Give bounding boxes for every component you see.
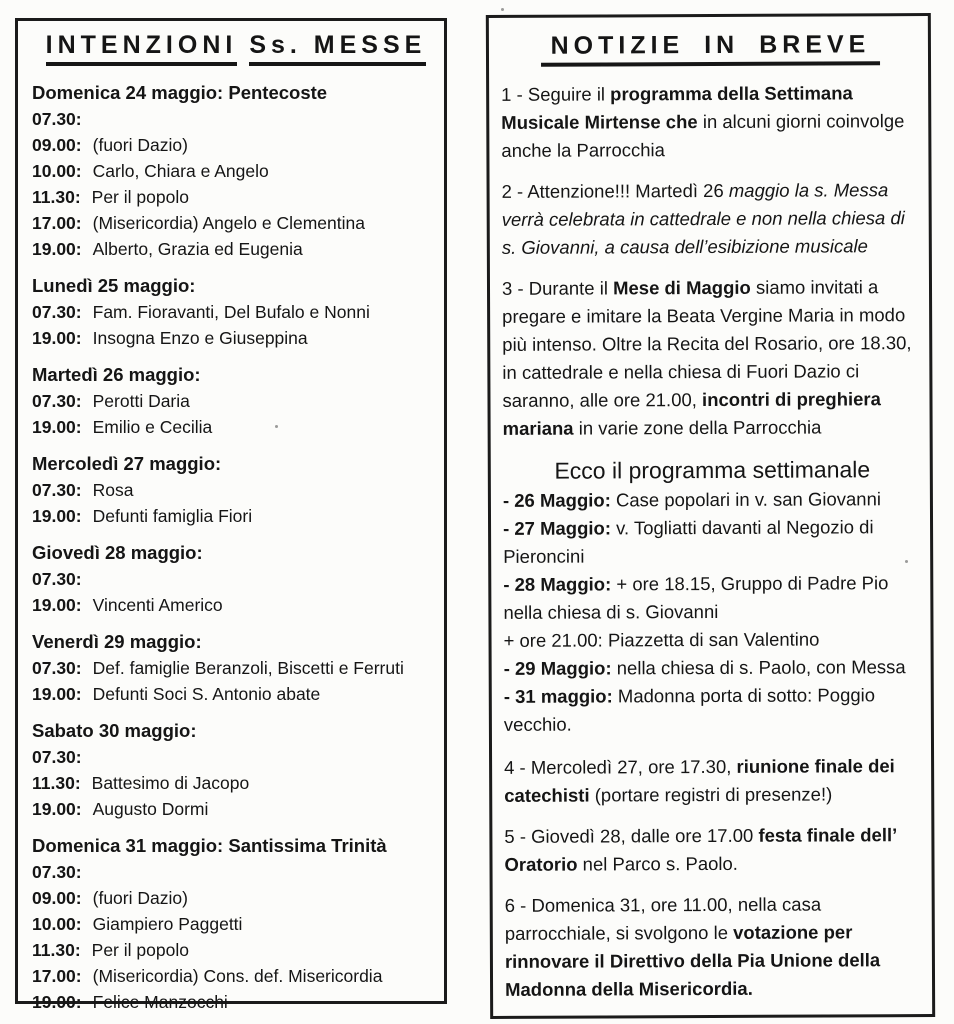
text-segment: maggio la s. Messa verrà celebrata in cattedrale e non nella chiesa di s. Giovanni, a causa dell’esibizione musicale	[501, 179, 905, 258]
mass-intention: Fam. Fioravanti, Del Bufalo e Nonni	[92, 302, 370, 322]
program-line	[504, 681, 923, 739]
mass-line	[32, 388, 440, 414]
title-word: NOTIZIE	[550, 31, 685, 60]
mass-time: 19.00:	[32, 799, 82, 819]
day-block	[32, 451, 440, 529]
mass-time: 19.00:	[32, 992, 82, 1012]
mass-time: 07.30:	[32, 747, 82, 767]
mass-intention: Defunti Soci S. Antonio abate	[92, 684, 321, 704]
text-segment: in varie zone della Parrocchia	[573, 416, 822, 439]
program-line	[504, 653, 923, 683]
mass-line	[32, 132, 440, 158]
mass-time: 11.30:	[32, 940, 81, 960]
program-line	[503, 569, 922, 627]
text-segment: - 31 maggio:	[503, 685, 613, 707]
day-header: Mercoledì 27 maggio:	[32, 453, 222, 474]
mass-time: 19.00:	[32, 239, 82, 259]
text-segment: in alcuni giorni coinvolge anche la Parrocchia	[501, 110, 905, 161]
text-segment: 5 - Giovedì 28, dalle ore 17.00	[504, 824, 759, 847]
day-header: Lunedì 25 maggio:	[32, 275, 196, 296]
day-header: Giovedì 28 maggio:	[32, 542, 203, 563]
news-item	[504, 821, 923, 879]
mass-time: 17.00:	[32, 213, 82, 233]
mass-time: 11.30:	[32, 187, 81, 207]
title-word: IN	[704, 30, 740, 60]
text-segment: nella chiesa di s. Paolo, con Messa	[611, 656, 906, 679]
news-panel	[486, 13, 935, 1019]
mass-time: 09.00:	[32, 135, 82, 155]
news-title-underline	[541, 30, 881, 66]
mass-intention: Alberto, Grazia ed Eugenia	[92, 239, 303, 259]
news-item	[504, 752, 923, 810]
mass-line	[32, 158, 440, 184]
day-block	[32, 718, 440, 822]
mass-line	[32, 744, 440, 770]
text-segment: Madonna porta di sotto: Poggio vecchio.	[503, 684, 876, 735]
mass-intention: (fuori Dazio)	[92, 135, 188, 155]
text-segment: v. Togliatti davanti al Negozio di Pieroncini	[503, 516, 874, 567]
scan-speck	[275, 425, 278, 428]
mass-schedule-list	[32, 80, 440, 1015]
mass-line	[32, 655, 440, 681]
mass-time: 09.00:	[32, 888, 82, 908]
mass-time: 10.00:	[32, 161, 82, 181]
text-segment: siamo invitati a pregare e imitare la Beata Vergine Maria in modo più intenso. Oltre la Recita del Rosario, ore 18.30, in cattedrale e nella chiesa di Fuori Dazio ci saranno, alle ore 21.00,	[502, 276, 912, 411]
mass-intention: Battesimo di Jacopo	[91, 773, 250, 793]
news-item	[501, 79, 920, 165]
mass-line	[32, 796, 440, 822]
mass-time: 07.30:	[32, 862, 82, 882]
mass-line	[32, 325, 440, 351]
mass-line	[32, 859, 440, 885]
mass-line	[32, 681, 440, 707]
mass-time: 07.30:	[32, 302, 82, 322]
mass-time: 07.30:	[32, 109, 82, 129]
text-segment: Case popolari in v. san Giovanni	[610, 488, 882, 511]
mass-intention: (fuori Dazio)	[92, 888, 188, 908]
mass-line	[32, 963, 440, 989]
text-segment: Mese di Maggio	[613, 276, 751, 299]
mass-time: 19.00:	[32, 328, 82, 348]
text-segment: riunione finale dei catechisti	[504, 755, 895, 806]
mass-line	[32, 911, 440, 937]
mass-time: 07.30:	[32, 658, 82, 678]
text-segment: - 29 Maggio:	[503, 657, 612, 679]
news-items	[501, 79, 924, 1004]
mass-line	[32, 770, 440, 796]
text-segment: programma della Settimana Musicale Mirtense che	[501, 82, 853, 133]
mass-intention: Per il popolo	[91, 187, 189, 207]
text-segment: votazione per rinnovare il Direttivo della Pia Unione della Madonna della Misericordia.	[504, 921, 881, 1000]
mass-time: 11.30:	[32, 773, 81, 793]
day-block	[32, 362, 440, 440]
text-segment: 6 - Domenica 31, ore 11.00, nella casa parrocchiale, si svolgono le	[504, 893, 822, 944]
program-line	[503, 625, 922, 655]
mass-intentions-panel	[15, 18, 447, 1012]
news-item	[502, 273, 922, 443]
mass-intention: (Misericordia) Cons. def. Misericordia	[92, 966, 383, 986]
day-header: Martedì 26 maggio:	[32, 364, 201, 385]
day-block	[32, 80, 440, 262]
mass-intentions-title	[32, 31, 440, 66]
day-block	[32, 833, 440, 1015]
scan-speck	[501, 8, 504, 11]
mass-line	[32, 503, 440, 529]
title-word: BREVE	[759, 30, 871, 59]
mass-time: 10.00:	[32, 914, 82, 934]
mass-time: 07.30:	[32, 480, 82, 500]
mass-line	[32, 989, 440, 1015]
text-segment: + ore 18.15, Gruppo di Padre Pio nella chiesa di s. Giovanni	[503, 572, 889, 623]
mass-line	[32, 477, 440, 503]
mass-intention: Perotti Daria	[92, 391, 190, 411]
mass-intention: Def. famiglie Beranzoli, Biscetti e Ferruti	[92, 658, 404, 678]
mass-time: 07.30:	[32, 391, 82, 411]
text-segment: 2 - Attenzione!!! Martedì 26	[501, 179, 729, 202]
mass-intention: Giampiero Paggetti	[92, 914, 243, 934]
mass-intention: Carlo, Chiara e Angelo	[92, 161, 269, 181]
text-segment: - 28 Maggio:	[503, 573, 612, 595]
news-title	[501, 30, 920, 67]
mass-intention: Vincenti Americo	[92, 595, 223, 615]
mass-time: 19.00:	[32, 417, 82, 437]
mass-intention: Insogna Enzo e Giuseppina	[92, 328, 308, 348]
text-segment: incontri di preghiera mariana	[502, 388, 881, 439]
day-header: Venerdì 29 maggio:	[32, 631, 202, 652]
mass-time: 19.00:	[32, 684, 82, 704]
text-segment: - 26 Maggio:	[502, 489, 611, 511]
weekly-program-list	[503, 485, 923, 739]
mass-line	[32, 299, 440, 325]
news-item	[505, 890, 924, 1004]
mass-line	[32, 592, 440, 618]
mass-line	[32, 414, 440, 440]
mass-intention: Felice Manzocchi	[92, 992, 228, 1012]
mass-line	[32, 210, 440, 236]
news-item	[502, 176, 921, 262]
mass-line	[32, 885, 440, 911]
day-block	[32, 273, 440, 351]
text-segment: 4 - Mercoledì 27, ore 17.30,	[504, 755, 737, 778]
program-line	[503, 513, 922, 571]
mass-intention: Emilio e Cecilia	[92, 417, 213, 437]
text-segment: nel Parco s. Paolo.	[577, 852, 738, 875]
mass-line	[32, 106, 440, 132]
text-segment: - 27 Maggio:	[503, 517, 612, 539]
mass-intention: Defunti famiglia Fiori	[92, 506, 253, 526]
text-segment: festa finale dell’ Oratorio	[504, 824, 897, 875]
mass-intention: Rosa	[92, 480, 134, 500]
mass-time: 19.00:	[32, 595, 82, 615]
day-header: Domenica 31 maggio: Santissima Trinità	[32, 835, 387, 856]
mass-intention: Per il popolo	[91, 940, 189, 960]
mass-line	[32, 236, 440, 262]
text-segment: 3 - Durante il	[501, 277, 614, 299]
text-segment: + ore 21.00: Piazzetta di san Valentino	[503, 628, 820, 651]
day-header: Sabato 30 maggio:	[32, 720, 197, 741]
day-header: Domenica 24 maggio: Pentecoste	[32, 82, 328, 103]
mass-time: 07.30:	[32, 569, 82, 589]
text-segment: (portare registri di presenze!)	[589, 783, 833, 806]
mass-time: 17.00:	[32, 966, 82, 986]
day-block	[32, 629, 440, 707]
text-segment: 1 - Seguire il	[501, 83, 611, 105]
mass-time: 19.00:	[32, 506, 82, 526]
mass-line	[32, 937, 440, 963]
scan-speck	[905, 560, 908, 563]
mass-intention: Augusto Dormi	[92, 799, 209, 819]
title-word: Ss. MESSE	[249, 31, 426, 66]
weekly-program-subtitle: Ecco il programma settimanale	[554, 456, 871, 484]
mass-line	[32, 184, 440, 210]
title-word: INTENZIONI	[46, 31, 238, 66]
program-line	[503, 485, 922, 515]
day-block	[32, 540, 440, 618]
mass-line	[32, 566, 440, 592]
mass-intention: (Misericordia) Angelo e Clementina	[92, 213, 365, 233]
